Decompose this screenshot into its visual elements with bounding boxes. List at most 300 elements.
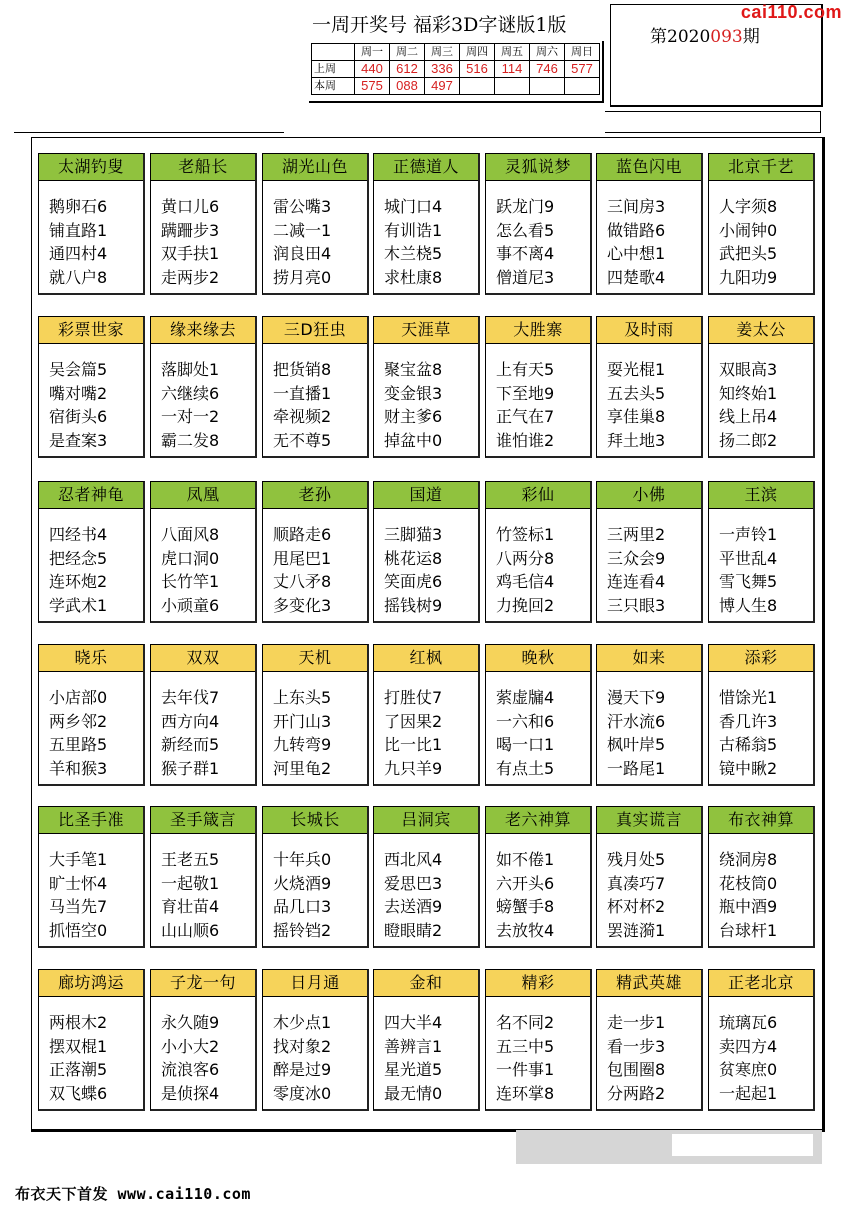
- riddle-author: 廊坊鸿运: [39, 970, 143, 997]
- riddle-card: [38, 969, 145, 1111]
- draw-value: 440: [355, 61, 390, 78]
- riddle-card: [262, 316, 369, 458]
- riddle-line: 上有天5: [496, 360, 555, 379]
- riddle-author: 彩票世家: [39, 317, 143, 344]
- riddle-line: 线上吊4: [719, 407, 778, 426]
- riddle-card: [373, 806, 480, 948]
- riddle-line: 二减一1: [273, 220, 332, 240]
- riddle-card: [262, 481, 369, 623]
- riddle-author: 灵狐说梦: [486, 154, 590, 181]
- riddle-line: 八两分8: [496, 548, 555, 568]
- riddle-line: 丈八矛8: [273, 572, 332, 591]
- riddle-card: [262, 806, 369, 948]
- riddle-line: 润良田4: [273, 244, 332, 263]
- riddle-body: [151, 344, 255, 452]
- riddle-body: [151, 181, 255, 289]
- riddle-line: 一起起1: [719, 1083, 778, 1103]
- riddle-line: 打胜仗7: [384, 688, 443, 707]
- riddle-author: 布衣神算: [709, 807, 813, 834]
- riddle-line: 正气在7: [496, 407, 555, 426]
- riddle-line: 了因果2: [384, 711, 443, 731]
- riddle-line: 博人生8: [719, 595, 778, 615]
- riddle-line: 摇铃铛2: [273, 920, 332, 940]
- riddle-card: [485, 153, 592, 295]
- riddle-author: 日月通: [263, 970, 367, 997]
- riddle-line: 香几许3: [719, 711, 778, 731]
- riddle-line: 谁怕谁2: [496, 430, 555, 450]
- riddle-line: 汗水流6: [607, 711, 666, 731]
- riddle-line: 双手扶1: [161, 244, 220, 263]
- riddle-line: 把货销8: [273, 360, 332, 379]
- riddle-body: [709, 672, 813, 780]
- riddle-author: 如来: [597, 645, 701, 672]
- riddle-author: 老孙: [263, 482, 367, 509]
- riddle-line: 西方向4: [161, 711, 220, 731]
- riddle-body: [39, 344, 143, 452]
- riddle-line: 四楚歌4: [607, 267, 666, 287]
- riddle-card: [596, 153, 703, 295]
- riddle-line: 五去头5: [607, 383, 666, 403]
- draw-value: 497: [425, 78, 460, 95]
- riddle-line: 零度冰0: [273, 1083, 332, 1103]
- riddle-author: 比圣手准: [39, 807, 143, 834]
- riddle-card: [373, 969, 480, 1111]
- riddle-card: [373, 153, 480, 295]
- riddle-card: [596, 316, 703, 458]
- riddle-line: 三只眼3: [607, 595, 666, 615]
- riddle-line: 跃龙门9: [496, 197, 555, 216]
- riddle-card: [485, 969, 592, 1111]
- riddle-author: 大胜寨: [486, 317, 590, 344]
- riddle-line: 吴会篇5: [49, 360, 108, 379]
- riddle-body: [486, 181, 590, 289]
- riddle-line: 如不倦1: [496, 850, 555, 869]
- site-logo: cai110.com: [740, 2, 842, 22]
- riddle-line: 最无情0: [384, 1083, 443, 1103]
- riddle-body: [709, 997, 813, 1105]
- day-header: 周六: [530, 44, 565, 61]
- riddle-author: 小佛: [597, 482, 701, 509]
- riddle-body: [597, 834, 701, 942]
- riddle-line: 镜中瞅2: [719, 758, 778, 778]
- riddle-line: 王老五5: [161, 850, 220, 869]
- riddle-author: 忍者神龟: [39, 482, 143, 509]
- riddle-line: 嘴对嘴2: [49, 383, 108, 403]
- riddle-card: [38, 644, 145, 786]
- riddle-line: 铺直路1: [49, 220, 108, 240]
- riddle-body: [263, 509, 367, 617]
- riddle-card: [150, 153, 257, 295]
- week-draw-table: [311, 43, 600, 95]
- riddle-card: [262, 644, 369, 786]
- riddle-body: [151, 509, 255, 617]
- riddle-body: [374, 181, 478, 289]
- riddle-line: 四大半4: [384, 1013, 443, 1032]
- day-header: 周三: [425, 44, 460, 61]
- riddle-body: [39, 834, 143, 942]
- riddle-card: [38, 806, 145, 948]
- riddle-author: 国道: [374, 482, 478, 509]
- riddle-line: 一起敬1: [161, 873, 220, 893]
- riddle-body: [374, 997, 478, 1105]
- riddle-line: 连连看4: [607, 572, 666, 591]
- riddle-line: 雷公嘴3: [273, 197, 332, 216]
- riddle-body: [486, 509, 590, 617]
- draw-value: 575: [355, 78, 390, 95]
- riddle-card: [596, 481, 703, 623]
- riddle-line: 雪飞舞5: [719, 572, 778, 591]
- riddle-author: 金和: [374, 970, 478, 997]
- riddle-card: [485, 316, 592, 458]
- riddle-body: [486, 997, 590, 1105]
- riddle-line: 六开头6: [496, 873, 555, 893]
- riddle-line: 牵视频2: [273, 407, 332, 426]
- riddle-line: 善辨言1: [384, 1036, 443, 1056]
- riddle-line: 星光道5: [384, 1060, 443, 1079]
- riddle-line: 永久随9: [161, 1013, 220, 1032]
- riddle-line: 做错路6: [607, 220, 666, 240]
- riddle-author: 双双: [151, 645, 255, 672]
- riddle-line: 四经书4: [49, 525, 108, 544]
- riddle-line: 蹒跚步3: [161, 220, 220, 240]
- draw-value: [530, 78, 565, 95]
- riddle-line: 贫寒庶0: [719, 1060, 778, 1079]
- riddle-line: 九转弯9: [273, 735, 332, 754]
- riddle-line: 十年兵0: [273, 850, 332, 869]
- riddle-body: [597, 997, 701, 1105]
- day-header: 周四: [460, 44, 495, 61]
- riddle-line: 笑面虎6: [384, 572, 443, 591]
- riddle-line: 品几口3: [273, 897, 332, 916]
- riddle-line: 漫天下9: [607, 688, 666, 707]
- draw-value: 612: [390, 61, 425, 78]
- riddle-line: 霸二发8: [161, 430, 220, 450]
- draw-value: 336: [425, 61, 460, 78]
- riddle-line: 瓶中酒9: [719, 897, 778, 916]
- riddle-line: 新经而5: [161, 735, 220, 754]
- riddle-line: 瞪眼睛2: [384, 920, 443, 940]
- riddle-body: [263, 672, 367, 780]
- riddle-line: 小店部0: [49, 688, 108, 707]
- row-label: 本周: [312, 78, 355, 95]
- riddle-body: [263, 181, 367, 289]
- riddle-line: 宿街头6: [49, 407, 108, 426]
- divider: [14, 132, 284, 133]
- riddle-line: 绕洞房8: [719, 850, 778, 869]
- riddle-line: 聚宝盆8: [384, 360, 443, 379]
- issue-number: [650, 22, 760, 47]
- riddle-line: 一六和6: [496, 711, 555, 731]
- page-title: 一周开奖号 福彩3D字谜版1版: [312, 14, 567, 36]
- riddle-line: 台球杆1: [719, 920, 778, 940]
- riddle-line: 包围圈8: [607, 1060, 666, 1079]
- riddle-author: 太湖钓叟: [39, 154, 143, 181]
- riddle-line: 财主爹6: [384, 407, 443, 426]
- riddle-line: 惜馀光1: [719, 688, 778, 707]
- riddle-line: 连环炮2: [49, 572, 108, 591]
- draw-value: 577: [565, 61, 600, 78]
- riddle-line: 是查案3: [49, 430, 108, 450]
- riddle-line: 虎口洞0: [161, 548, 220, 568]
- riddle-line: 走两步2: [161, 267, 220, 287]
- riddle-line: 摆双棍1: [49, 1036, 108, 1056]
- riddle-line: 鸡毛信4: [496, 572, 555, 591]
- draw-value: [565, 78, 600, 95]
- riddle-card: [262, 153, 369, 295]
- corner-cell: [312, 44, 355, 61]
- riddle-line: 八面风8: [161, 525, 220, 544]
- riddle-body: [486, 344, 590, 452]
- riddle-body: [374, 509, 478, 617]
- riddle-line: 分两路2: [607, 1083, 666, 1103]
- riddle-line: 卖四方4: [719, 1036, 778, 1056]
- riddle-author: 精彩: [486, 970, 590, 997]
- riddle-card: [596, 969, 703, 1111]
- riddle-line: 甩尾巴1: [273, 548, 332, 568]
- riddle-line: 爱思巴3: [384, 873, 443, 893]
- riddle-card: [262, 969, 369, 1111]
- riddle-body: [374, 834, 478, 942]
- riddle-card: [708, 153, 815, 295]
- riddle-author: 精武英雄: [597, 970, 701, 997]
- riddle-line: 连环掌8: [496, 1083, 555, 1103]
- riddle-body: [39, 181, 143, 289]
- riddle-author: 圣手箴言: [151, 807, 255, 834]
- riddle-line: 多变化3: [273, 595, 332, 615]
- day-header: 周二: [390, 44, 425, 61]
- riddle-line: 僧道尼3: [496, 267, 555, 287]
- riddle-card: [373, 481, 480, 623]
- riddle-line: 枫叶岸5: [607, 735, 666, 754]
- riddle-line: 去年伐7: [161, 688, 220, 707]
- riddle-line: 下至地9: [496, 383, 555, 403]
- footer-blank-box: [672, 1134, 813, 1156]
- riddle-line: 醉是过9: [273, 1060, 332, 1079]
- draw-value: [460, 78, 495, 95]
- riddle-author: 红枫: [374, 645, 478, 672]
- riddle-author: 及时雨: [597, 317, 701, 344]
- riddle-line: 落脚处1: [161, 360, 220, 379]
- riddle-line: 名不同2: [496, 1013, 555, 1032]
- riddle-author: 吕洞宾: [374, 807, 478, 834]
- riddle-line: 摇钱树9: [384, 595, 443, 615]
- draw-value: 088: [390, 78, 425, 95]
- riddle-body: [39, 997, 143, 1105]
- riddle-body: [39, 672, 143, 780]
- riddle-line: 双飞蝶6: [49, 1083, 108, 1103]
- riddle-author: 三D狂虫: [263, 317, 367, 344]
- riddle-line: 九阳功9: [719, 267, 778, 287]
- riddle-line: 古稀翁5: [719, 735, 778, 754]
- riddle-card: [38, 153, 145, 295]
- riddle-line: 顺路走6: [273, 525, 332, 544]
- riddle-line: 火烧酒9: [273, 873, 332, 893]
- riddle-body: [597, 181, 701, 289]
- riddle-line: 木兰桡5: [384, 244, 443, 263]
- issue-digits: 093: [710, 27, 743, 47]
- day-header: 周日: [565, 44, 600, 61]
- riddle-author: 正老北京: [709, 970, 813, 997]
- riddle-line: 喝一口1: [496, 735, 555, 754]
- riddle-card: [150, 644, 257, 786]
- riddle-body: [597, 509, 701, 617]
- riddle-line: 去放牧4: [496, 920, 555, 940]
- riddle-body: [374, 344, 478, 452]
- riddle-line: 变金银3: [384, 383, 443, 403]
- riddle-card: [708, 481, 815, 623]
- riddle-line: 知终始1: [719, 383, 778, 403]
- riddle-line: 竹签标1: [496, 525, 555, 544]
- riddle-line: 流浪客6: [161, 1060, 220, 1079]
- riddle-body: [486, 672, 590, 780]
- draw-value: 746: [530, 61, 565, 78]
- riddle-line: 一直播1: [273, 383, 332, 403]
- riddle-card: [485, 481, 592, 623]
- riddle-author: 老六神算: [486, 807, 590, 834]
- riddle-line: 心中想1: [607, 244, 666, 263]
- riddle-line: 掉盆中0: [384, 430, 443, 450]
- riddle-body: [597, 672, 701, 780]
- riddle-line: 一声铃1: [719, 525, 778, 544]
- riddle-line: 求杜康8: [384, 267, 443, 287]
- riddle-body: [709, 834, 813, 942]
- riddle-body: [486, 834, 590, 942]
- riddle-card: [150, 316, 257, 458]
- riddle-card: [38, 316, 145, 458]
- riddle-line: 一对一2: [161, 407, 220, 426]
- riddle-line: 有点土5: [496, 758, 555, 778]
- riddle-line: 小小大2: [161, 1036, 220, 1056]
- riddle-line: 萦虚牖4: [496, 688, 555, 707]
- riddle-line: 看一步3: [607, 1036, 666, 1056]
- riddle-body: [709, 344, 813, 452]
- riddle-body: [374, 672, 478, 780]
- riddle-line: 事不离4: [496, 244, 555, 263]
- riddle-line: 河里龟2: [273, 758, 332, 778]
- riddle-line: 琉璃瓦6: [719, 1013, 778, 1032]
- riddle-line: 西北风4: [384, 850, 443, 869]
- riddle-line: 一路尾1: [607, 758, 666, 778]
- riddle-line: 人字须8: [719, 197, 778, 216]
- riddle-line: 比一比1: [384, 735, 443, 754]
- riddle-line: 怎么看5: [496, 220, 555, 240]
- riddle-line: 九只羊9: [384, 758, 443, 778]
- riddle-author: 天机: [263, 645, 367, 672]
- riddle-body: [39, 509, 143, 617]
- riddle-author: 天涯草: [374, 317, 478, 344]
- riddle-card: [485, 644, 592, 786]
- riddle-author: 王滨: [709, 482, 813, 509]
- riddle-line: 找对象2: [273, 1036, 332, 1056]
- riddle-body: [151, 834, 255, 942]
- riddle-body: [263, 997, 367, 1105]
- riddle-card: [708, 806, 815, 948]
- riddle-line: 抓悟空0: [49, 920, 108, 940]
- riddle-line: 长竹竿1: [161, 572, 220, 591]
- riddle-card: [150, 806, 257, 948]
- riddle-line: 平世乱4: [719, 548, 778, 568]
- riddle-line: 享佳巢8: [607, 407, 666, 426]
- day-header: 周五: [495, 44, 530, 61]
- riddle-line: 就八户8: [49, 267, 108, 287]
- riddle-line: 一件事1: [496, 1060, 555, 1079]
- riddle-author: 晓乐: [39, 645, 143, 672]
- riddle-body: [709, 181, 813, 289]
- riddle-line: 无不尊5: [273, 430, 332, 450]
- riddle-line: 三两里2: [607, 525, 666, 544]
- riddle-line: 走一步1: [607, 1013, 666, 1032]
- riddle-line: 六继续6: [161, 383, 220, 403]
- riddle-author: 子龙一句: [151, 970, 255, 997]
- riddle-author: 缘来缘去: [151, 317, 255, 344]
- riddle-line: 城门口4: [384, 197, 443, 216]
- riddle-card: [150, 969, 257, 1111]
- riddle-body: [263, 834, 367, 942]
- riddle-line: 扬二郎2: [719, 430, 778, 450]
- riddle-card: [596, 806, 703, 948]
- issue-suffix: 期: [742, 27, 760, 47]
- divider-box: [605, 111, 821, 133]
- riddle-line: 螃蟹手8: [496, 897, 555, 916]
- riddle-card: [373, 644, 480, 786]
- riddle-line: 桃花运8: [384, 548, 443, 568]
- riddle-author: 晚秋: [486, 645, 590, 672]
- riddle-card: [596, 644, 703, 786]
- riddle-line: 残月处5: [607, 850, 666, 869]
- riddle-line: 去送酒9: [384, 897, 443, 916]
- riddle-body: [263, 344, 367, 452]
- last-week-row: [312, 61, 600, 78]
- riddle-line: 三间房3: [607, 197, 666, 216]
- riddle-body: [597, 344, 701, 452]
- riddle-line: 山山顺6: [161, 920, 220, 940]
- riddle-line: 鹅卵石6: [49, 197, 108, 216]
- draw-value: [495, 78, 530, 95]
- riddle-line: 把经念5: [49, 548, 108, 568]
- riddle-author: 湖光山色: [263, 154, 367, 181]
- riddle-line: 学武术1: [49, 595, 108, 615]
- riddle-line: 羊和猴3: [49, 758, 108, 778]
- riddle-line: 马当先7: [49, 897, 108, 916]
- riddle-line: 杯对杯2: [607, 897, 666, 916]
- riddle-line: 是侦探4: [161, 1083, 220, 1103]
- riddle-line: 开门山3: [273, 711, 332, 731]
- riddle-author: 老船长: [151, 154, 255, 181]
- riddle-line: 三众会9: [607, 548, 666, 568]
- riddle-line: 两乡邻2: [49, 711, 108, 731]
- riddle-card: [38, 481, 145, 623]
- riddle-author: 凤凰: [151, 482, 255, 509]
- draw-value: 114: [495, 61, 530, 78]
- riddle-line: 正落潮5: [49, 1060, 108, 1079]
- riddle-line: 有训诰1: [384, 220, 443, 240]
- riddle-line: 五里路5: [49, 735, 108, 754]
- riddle-author: 北京千艺: [709, 154, 813, 181]
- this-week-row: [312, 78, 600, 95]
- riddle-line: 两根木2: [49, 1013, 108, 1032]
- riddle-line: 五三中5: [496, 1036, 555, 1056]
- riddle-line: 育壮苗4: [161, 897, 220, 916]
- riddle-body: [709, 509, 813, 617]
- riddle-line: 真凑巧7: [607, 873, 666, 893]
- riddle-body: [151, 672, 255, 780]
- week-header-row: [312, 44, 600, 61]
- riddle-card: [708, 316, 815, 458]
- riddle-line: 上东头5: [273, 688, 332, 707]
- riddle-author: 蓝色闪电: [597, 154, 701, 181]
- riddle-line: 捞月亮0: [273, 267, 332, 287]
- issue-prefix: 第2020: [650, 27, 711, 47]
